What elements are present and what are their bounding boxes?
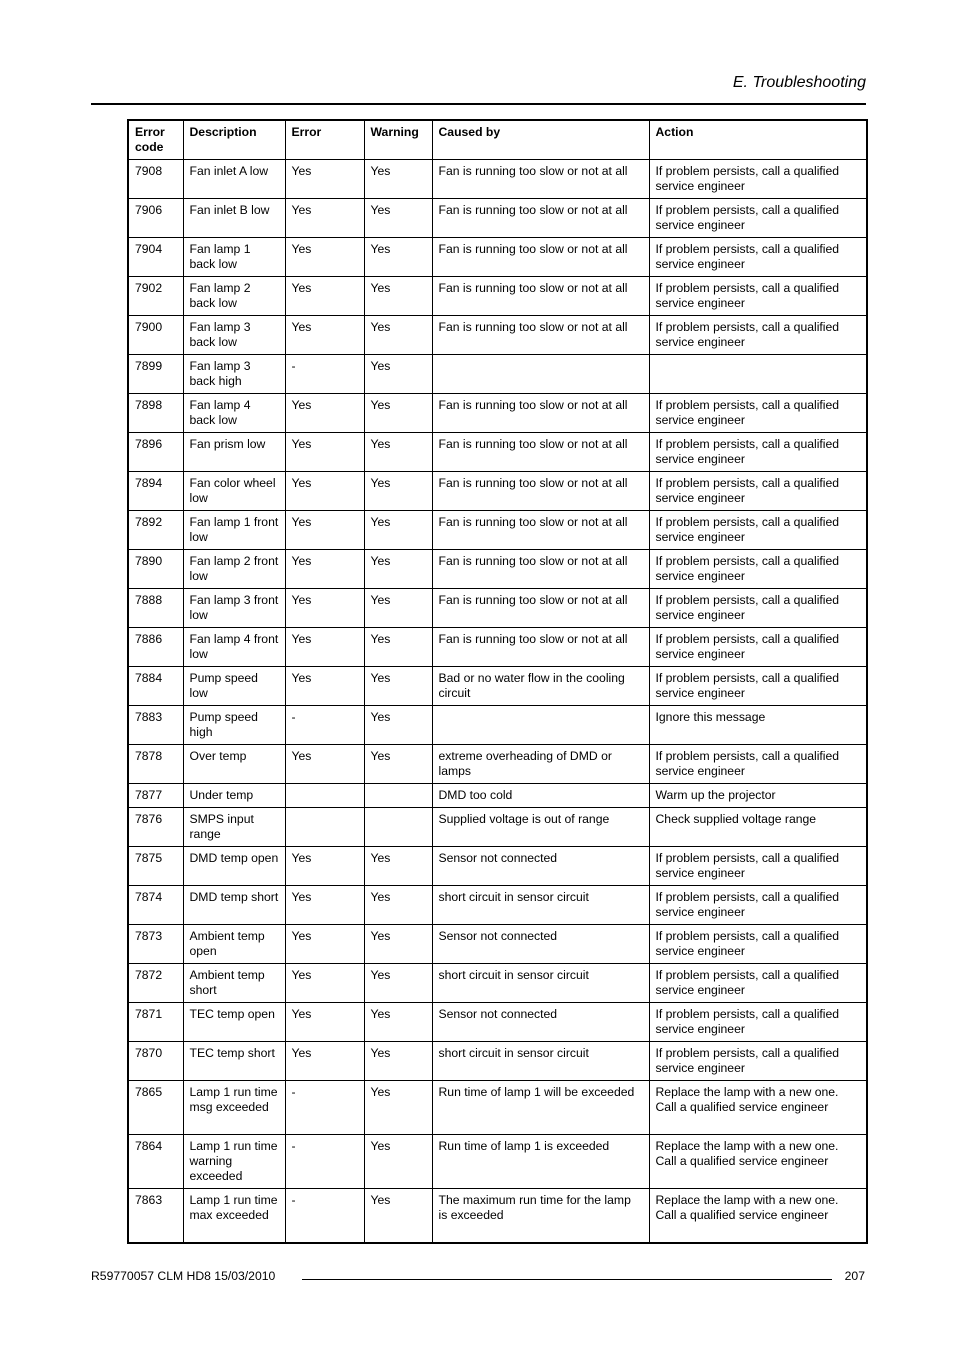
- cell-warning: Yes: [364, 394, 432, 433]
- cell-description: Fan lamp 2 front low: [183, 550, 285, 589]
- cell-warning: [364, 808, 432, 847]
- cell-action: If problem persists, call a qualified service engineer: [649, 667, 867, 706]
- footer-divider: [302, 1279, 832, 1280]
- cell-error: [285, 808, 364, 847]
- table-row: [128, 1081, 867, 1135]
- cell-error: Yes: [285, 550, 364, 589]
- cell-caused-by: Sensor not connected: [432, 925, 649, 964]
- cell-action: If problem persists, call a qualified service engineer: [649, 628, 867, 667]
- cell-error-code: 7892: [128, 511, 183, 550]
- table-row: [128, 277, 867, 316]
- cell-action: [649, 355, 867, 394]
- cell-description: Fan lamp 2 back low: [183, 277, 285, 316]
- table-row: [128, 472, 867, 511]
- table-row: [128, 628, 867, 667]
- cell-caused-by: Fan is running too slow or not at all: [432, 433, 649, 472]
- table-row: [128, 808, 867, 847]
- cell-warning: Yes: [364, 316, 432, 355]
- cell-error-code: 7877: [128, 784, 183, 808]
- cell-caused-by: extreme overheading of DMD or lamps: [432, 745, 649, 784]
- cell-error: Yes: [285, 316, 364, 355]
- cell-description: Fan lamp 3 front low: [183, 589, 285, 628]
- cell-error: Yes: [285, 628, 364, 667]
- cell-description: Fan prism low: [183, 433, 285, 472]
- cell-description: Under temp: [183, 784, 285, 808]
- cell-error-code: 7902: [128, 277, 183, 316]
- cell-error-code: 7908: [128, 160, 183, 199]
- table-row: [128, 1003, 867, 1042]
- table-header-row: [128, 120, 867, 160]
- table-row: [128, 1189, 867, 1244]
- cell-error-code: 7871: [128, 1003, 183, 1042]
- cell-error-code: 7875: [128, 847, 183, 886]
- table-row: [128, 886, 867, 925]
- cell-caused-by: DMD too cold: [432, 784, 649, 808]
- cell-action: If problem persists, call a qualified service engineer: [649, 277, 867, 316]
- cell-error: Yes: [285, 667, 364, 706]
- col-header-error-code: Error code: [128, 120, 183, 160]
- cell-description: Pump speed low: [183, 667, 285, 706]
- table-row: [128, 160, 867, 199]
- cell-description: Fan lamp 4 front low: [183, 628, 285, 667]
- cell-description: Fan inlet A low: [183, 160, 285, 199]
- cell-warning: Yes: [364, 1003, 432, 1042]
- cell-description: Ambient temp short: [183, 964, 285, 1003]
- error-codes-table: [127, 119, 868, 1244]
- cell-error-code: 7863: [128, 1189, 183, 1244]
- table-row: [128, 316, 867, 355]
- footer-doc-ref: R59770057 CLM HD8 15/03/2010: [91, 1269, 276, 1283]
- cell-warning: Yes: [364, 550, 432, 589]
- cell-error-code: 7898: [128, 394, 183, 433]
- table-row: [128, 550, 867, 589]
- cell-warning: [364, 784, 432, 808]
- table-row: [128, 667, 867, 706]
- cell-error: Yes: [285, 1042, 364, 1081]
- table-row: [128, 1135, 867, 1189]
- table-row: [128, 706, 867, 745]
- cell-action: If problem persists, call a qualified service engineer: [649, 589, 867, 628]
- cell-error-code: 7904: [128, 238, 183, 277]
- cell-action: If problem persists, call a qualified service engineer: [649, 1042, 867, 1081]
- cell-caused-by: Fan is running too slow or not at all: [432, 199, 649, 238]
- cell-warning: Yes: [364, 667, 432, 706]
- cell-action: If problem persists, call a qualified service engineer: [649, 433, 867, 472]
- cell-description: Lamp 1 run time warning exceeded: [183, 1135, 285, 1189]
- cell-action: If problem persists, call a qualified service engineer: [649, 1003, 867, 1042]
- cell-error: Yes: [285, 847, 364, 886]
- cell-action: If problem persists, call a qualified service engineer: [649, 316, 867, 355]
- cell-caused-by: Supplied voltage is out of range: [432, 808, 649, 847]
- cell-description: Fan inlet B low: [183, 199, 285, 238]
- cell-caused-by: Fan is running too slow or not at all: [432, 550, 649, 589]
- cell-error: Yes: [285, 886, 364, 925]
- cell-caused-by: Sensor not connected: [432, 847, 649, 886]
- cell-warning: Yes: [364, 199, 432, 238]
- cell-warning: Yes: [364, 355, 432, 394]
- cell-warning: Yes: [364, 472, 432, 511]
- header-divider: [91, 103, 866, 105]
- cell-error: Yes: [285, 433, 364, 472]
- cell-error: Yes: [285, 160, 364, 199]
- table-row: [128, 745, 867, 784]
- cell-description: Fan lamp 3 back low: [183, 316, 285, 355]
- cell-caused-by: Fan is running too slow or not at all: [432, 316, 649, 355]
- cell-warning: Yes: [364, 1135, 432, 1189]
- cell-action: Replace the lamp with a new one. Call a qualified service engineer: [649, 1189, 867, 1244]
- cell-error: Yes: [285, 589, 364, 628]
- col-header-description: Description: [183, 120, 285, 160]
- table-row: [128, 784, 867, 808]
- cell-error-code: 7876: [128, 808, 183, 847]
- cell-description: TEC temp short: [183, 1042, 285, 1081]
- cell-error: Yes: [285, 472, 364, 511]
- cell-error-code: 7906: [128, 199, 183, 238]
- cell-action: If problem persists, call a qualified service engineer: [649, 925, 867, 964]
- table-row: [128, 964, 867, 1003]
- table-row: [128, 511, 867, 550]
- cell-error-code: 7888: [128, 589, 183, 628]
- cell-warning: Yes: [364, 706, 432, 745]
- cell-error: -: [285, 1081, 364, 1135]
- cell-description: Fan lamp 1 back low: [183, 238, 285, 277]
- cell-warning: Yes: [364, 433, 432, 472]
- table-row: [128, 589, 867, 628]
- col-header-action: Action: [649, 120, 867, 160]
- cell-warning: Yes: [364, 160, 432, 199]
- cell-action: Replace the lamp with a new one. Call a qualified service engineer: [649, 1081, 867, 1135]
- table-row: [128, 847, 867, 886]
- cell-error: Yes: [285, 199, 364, 238]
- cell-caused-by: The maximum run time for the lamp is exceeded: [432, 1189, 649, 1244]
- cell-description: Lamp 1 run time max exceeded: [183, 1189, 285, 1244]
- cell-warning: Yes: [364, 847, 432, 886]
- cell-description: Pump speed high: [183, 706, 285, 745]
- cell-caused-by: Bad or no water flow in the cooling circuit: [432, 667, 649, 706]
- cell-warning: Yes: [364, 238, 432, 277]
- table-row: [128, 355, 867, 394]
- cell-description: Over temp: [183, 745, 285, 784]
- section-title: E. Troubleshooting: [732, 74, 866, 91]
- cell-error: Yes: [285, 511, 364, 550]
- cell-action: If problem persists, call a qualified service engineer: [649, 847, 867, 886]
- table-row: [128, 199, 867, 238]
- cell-description: Lamp 1 run time msg exceeded: [183, 1081, 285, 1135]
- cell-description: Ambient temp open: [183, 925, 285, 964]
- cell-error: -: [285, 706, 364, 745]
- table-row: [128, 1042, 867, 1081]
- cell-warning: Yes: [364, 628, 432, 667]
- cell-warning: Yes: [364, 589, 432, 628]
- cell-action: If problem persists, call a qualified service engineer: [649, 160, 867, 199]
- page-number: 207: [844, 1269, 865, 1283]
- cell-action: If problem persists, call a qualified service engineer: [649, 745, 867, 784]
- cell-description: TEC temp open: [183, 1003, 285, 1042]
- cell-action: If problem persists, call a qualified service engineer: [649, 199, 867, 238]
- cell-caused-by: Fan is running too slow or not at all: [432, 511, 649, 550]
- cell-error-code: 7883: [128, 706, 183, 745]
- cell-error: -: [285, 355, 364, 394]
- cell-error-code: 7870: [128, 1042, 183, 1081]
- cell-action: If problem persists, call a qualified service engineer: [649, 238, 867, 277]
- cell-description: DMD temp open: [183, 847, 285, 886]
- cell-action: If problem persists, call a qualified service engineer: [649, 472, 867, 511]
- cell-error-code: 7886: [128, 628, 183, 667]
- cell-action: If problem persists, call a qualified service engineer: [649, 550, 867, 589]
- cell-warning: Yes: [364, 745, 432, 784]
- cell-warning: Yes: [364, 277, 432, 316]
- cell-caused-by: Fan is running too slow or not at all: [432, 628, 649, 667]
- cell-caused-by: short circuit in sensor circuit: [432, 1042, 649, 1081]
- cell-caused-by: Fan is running too slow or not at all: [432, 238, 649, 277]
- cell-caused-by: Sensor not connected: [432, 1003, 649, 1042]
- col-header-caused-by: Caused by: [432, 120, 649, 160]
- cell-action: If problem persists, call a qualified service engineer: [649, 886, 867, 925]
- cell-caused-by: Run time of lamp 1 will be exceeded: [432, 1081, 649, 1135]
- cell-error: Yes: [285, 964, 364, 1003]
- cell-warning: Yes: [364, 886, 432, 925]
- cell-error: Yes: [285, 394, 364, 433]
- cell-error-code: 7890: [128, 550, 183, 589]
- cell-error-code: 7864: [128, 1135, 183, 1189]
- cell-description: Fan color wheel low: [183, 472, 285, 511]
- col-header-warning: Warning: [364, 120, 432, 160]
- cell-action: Replace the lamp with a new one. Call a qualified service engineer: [649, 1135, 867, 1189]
- cell-caused-by: short circuit in sensor circuit: [432, 886, 649, 925]
- cell-description: DMD temp short: [183, 886, 285, 925]
- cell-warning: Yes: [364, 1042, 432, 1081]
- cell-error-code: 7872: [128, 964, 183, 1003]
- cell-action: Check supplied voltage range: [649, 808, 867, 847]
- cell-caused-by: Fan is running too slow or not at all: [432, 160, 649, 199]
- table-row: [128, 238, 867, 277]
- cell-error: -: [285, 1189, 364, 1244]
- cell-error-code: 7884: [128, 667, 183, 706]
- cell-error: [285, 784, 364, 808]
- cell-action: Ignore this message: [649, 706, 867, 745]
- cell-warning: Yes: [364, 1189, 432, 1244]
- cell-description: Fan lamp 4 back low: [183, 394, 285, 433]
- cell-caused-by: [432, 355, 649, 394]
- cell-description: SMPS input range: [183, 808, 285, 847]
- cell-error-code: 7894: [128, 472, 183, 511]
- cell-error-code: 7874: [128, 886, 183, 925]
- cell-description: Fan lamp 1 front low: [183, 511, 285, 550]
- cell-caused-by: [432, 706, 649, 745]
- col-header-error: Error: [285, 120, 364, 160]
- table-row: [128, 925, 867, 964]
- cell-error: Yes: [285, 925, 364, 964]
- cell-caused-by: Run time of lamp 1 is exceeded: [432, 1135, 649, 1189]
- cell-error: Yes: [285, 745, 364, 784]
- cell-description: Fan lamp 3 back high: [183, 355, 285, 394]
- cell-error: Yes: [285, 1003, 364, 1042]
- cell-error: Yes: [285, 238, 364, 277]
- table-row: [128, 433, 867, 472]
- cell-caused-by: short circuit in sensor circuit: [432, 964, 649, 1003]
- cell-warning: Yes: [364, 964, 432, 1003]
- cell-error-code: 7899: [128, 355, 183, 394]
- cell-action: If problem persists, call a qualified service engineer: [649, 394, 867, 433]
- cell-caused-by: Fan is running too slow or not at all: [432, 589, 649, 628]
- cell-caused-by: Fan is running too slow or not at all: [432, 394, 649, 433]
- cell-action: If problem persists, call a qualified service engineer: [649, 964, 867, 1003]
- cell-error-code: 7865: [128, 1081, 183, 1135]
- cell-warning: Yes: [364, 511, 432, 550]
- cell-action: Warm up the projector: [649, 784, 867, 808]
- cell-error-code: 7878: [128, 745, 183, 784]
- cell-error: Yes: [285, 277, 364, 316]
- cell-error: -: [285, 1135, 364, 1189]
- cell-error-code: 7873: [128, 925, 183, 964]
- table-row: [128, 394, 867, 433]
- cell-warning: Yes: [364, 1081, 432, 1135]
- cell-caused-by: Fan is running too slow or not at all: [432, 277, 649, 316]
- cell-error-code: 7900: [128, 316, 183, 355]
- cell-error-code: 7896: [128, 433, 183, 472]
- cell-warning: Yes: [364, 925, 432, 964]
- cell-action: If problem persists, call a qualified service engineer: [649, 511, 867, 550]
- cell-caused-by: Fan is running too slow or not at all: [432, 472, 649, 511]
